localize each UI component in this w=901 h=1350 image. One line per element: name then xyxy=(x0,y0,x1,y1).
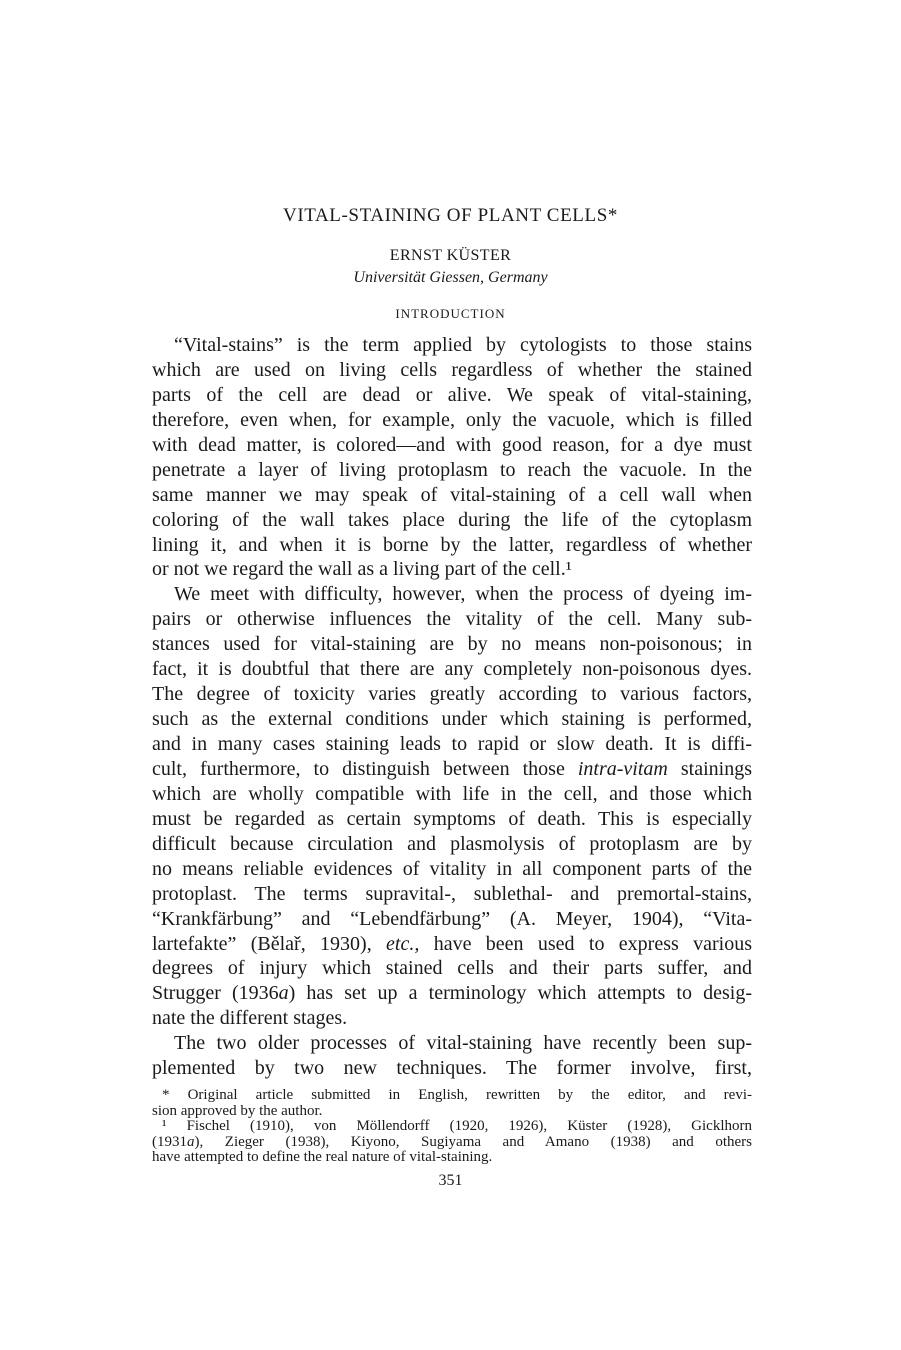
body-line: We meet with difficulty, however, when the process of dyeing im- xyxy=(174,583,752,606)
footnote-text-segment: (1931 xyxy=(152,1133,187,1150)
body-text-segment: stainings xyxy=(667,757,752,780)
page-number: 351 xyxy=(438,1172,463,1189)
body-line: The degree of toxicity varies greatly according to various factors, xyxy=(152,683,752,706)
footnote-line: sion approved by the author. xyxy=(152,1102,323,1119)
body-line: lining it, and when it is borne by the latter, regardless of whether xyxy=(152,533,752,556)
body-line: plemented by two new techniques. The former involve, first, xyxy=(152,1057,752,1080)
body-line: fact, it is doubtful that there are any completely non-poisonous dyes. xyxy=(152,658,752,681)
body-line: with dead matter, is colored—and with good reason, for a dye must xyxy=(152,433,752,456)
body-line: difficult because circulation and plasmolysis of protoplasm are by xyxy=(152,832,752,855)
body-line: or not we regard the wall as a living part of the cell.¹ xyxy=(152,558,572,581)
body-line: such as the external conditions under which staining is performed, xyxy=(152,708,752,731)
body-line xyxy=(152,932,752,957)
author-name: ERNST KÜSTER xyxy=(389,247,512,264)
body-line: The two older processes of vital-staining have recently been sup- xyxy=(174,1032,752,1055)
section-heading-introduction: INTRODUCTION xyxy=(395,306,506,321)
italic-suffix: a xyxy=(278,982,289,1005)
body-line: same manner we may speak of vital-staining of a cell wall when xyxy=(152,483,752,506)
body-line: pairs or otherwise influences the vitality of the cell. Many sub- xyxy=(152,608,752,631)
article-body xyxy=(152,333,752,1081)
body-line: stances used for vital-staining are by no means non-poisonous; in xyxy=(152,633,752,656)
body-line: and in many cases staining leads to rapid or slow death. It is diffi- xyxy=(152,733,752,755)
body-text-segment: have been used to express various xyxy=(419,932,752,955)
body-text-segment: cult, furthermore, to distinguish between those xyxy=(152,757,578,780)
body-line: which are wholly compatible with life in the cell, and those which xyxy=(152,782,752,805)
italic-term: etc., xyxy=(386,932,420,955)
footnote-text-segment: ), Zieger (1938), Kiyono, Sugiyama and Amano (1938) and others xyxy=(194,1133,752,1150)
article-title: VITAL-STAINING OF PLANT CELLS* xyxy=(283,205,618,226)
italic-suffix: a xyxy=(187,1133,195,1150)
body-line: “Vital-stains” is the term applied by cytologists to those stains xyxy=(174,334,752,356)
footnote-line: * Original article submitted in English, rewritten by the editor, and revi- xyxy=(162,1087,752,1103)
footnote-line: have attempted to define the real nature of vital-staining. xyxy=(152,1149,493,1165)
body-line: nate the different stages. xyxy=(152,1007,348,1030)
body-text-segment: ) has set up a terminology which attempts to desig- xyxy=(288,982,752,1005)
footnote-line xyxy=(152,1135,752,1151)
body-line: coloring of the wall takes place during the life of the cytoplasm xyxy=(152,508,752,531)
body-line: must be regarded as certain symptoms of death. This is especially xyxy=(152,807,752,830)
author-affiliation: Universität Giessen, Germany xyxy=(353,269,548,286)
body-line: degrees of injury which stained cells and their parts suffer, and xyxy=(152,957,752,980)
body-line: parts of the cell are dead or alive. We speak of vital-staining, xyxy=(152,383,752,406)
body-line xyxy=(152,757,752,782)
body-text-segment: Strugger (1936 xyxy=(152,982,279,1005)
body-line: therefore, even when, for example, only the vacuole, which is filled xyxy=(152,408,752,431)
body-line xyxy=(152,981,752,1006)
body-line: “Krankfärbung” and “Lebendfärbung” (A. Meyer, 1904), “Vita- xyxy=(152,907,752,930)
footnote-line: ¹ Fischel (1910), von Möllendorff (1920, 1926), Küster (1928), Gicklhorn xyxy=(162,1118,752,1134)
body-line: protoplast. The terms supravital-, sublethal- and premortal-stains, xyxy=(152,882,752,905)
body-line: no means reliable evidences of vitality in all component parts of the xyxy=(152,857,752,880)
italic-term: intra-vitam xyxy=(577,757,668,780)
footnotes xyxy=(152,1088,752,1166)
body-line: which are used on living cells regardless of whether the stained xyxy=(152,358,752,381)
body-text-segment: lartefakte” (Bělař, 1930), xyxy=(152,932,387,955)
body-line: penetrate a layer of living protoplasm to reach the vacuole. In the xyxy=(152,458,752,481)
